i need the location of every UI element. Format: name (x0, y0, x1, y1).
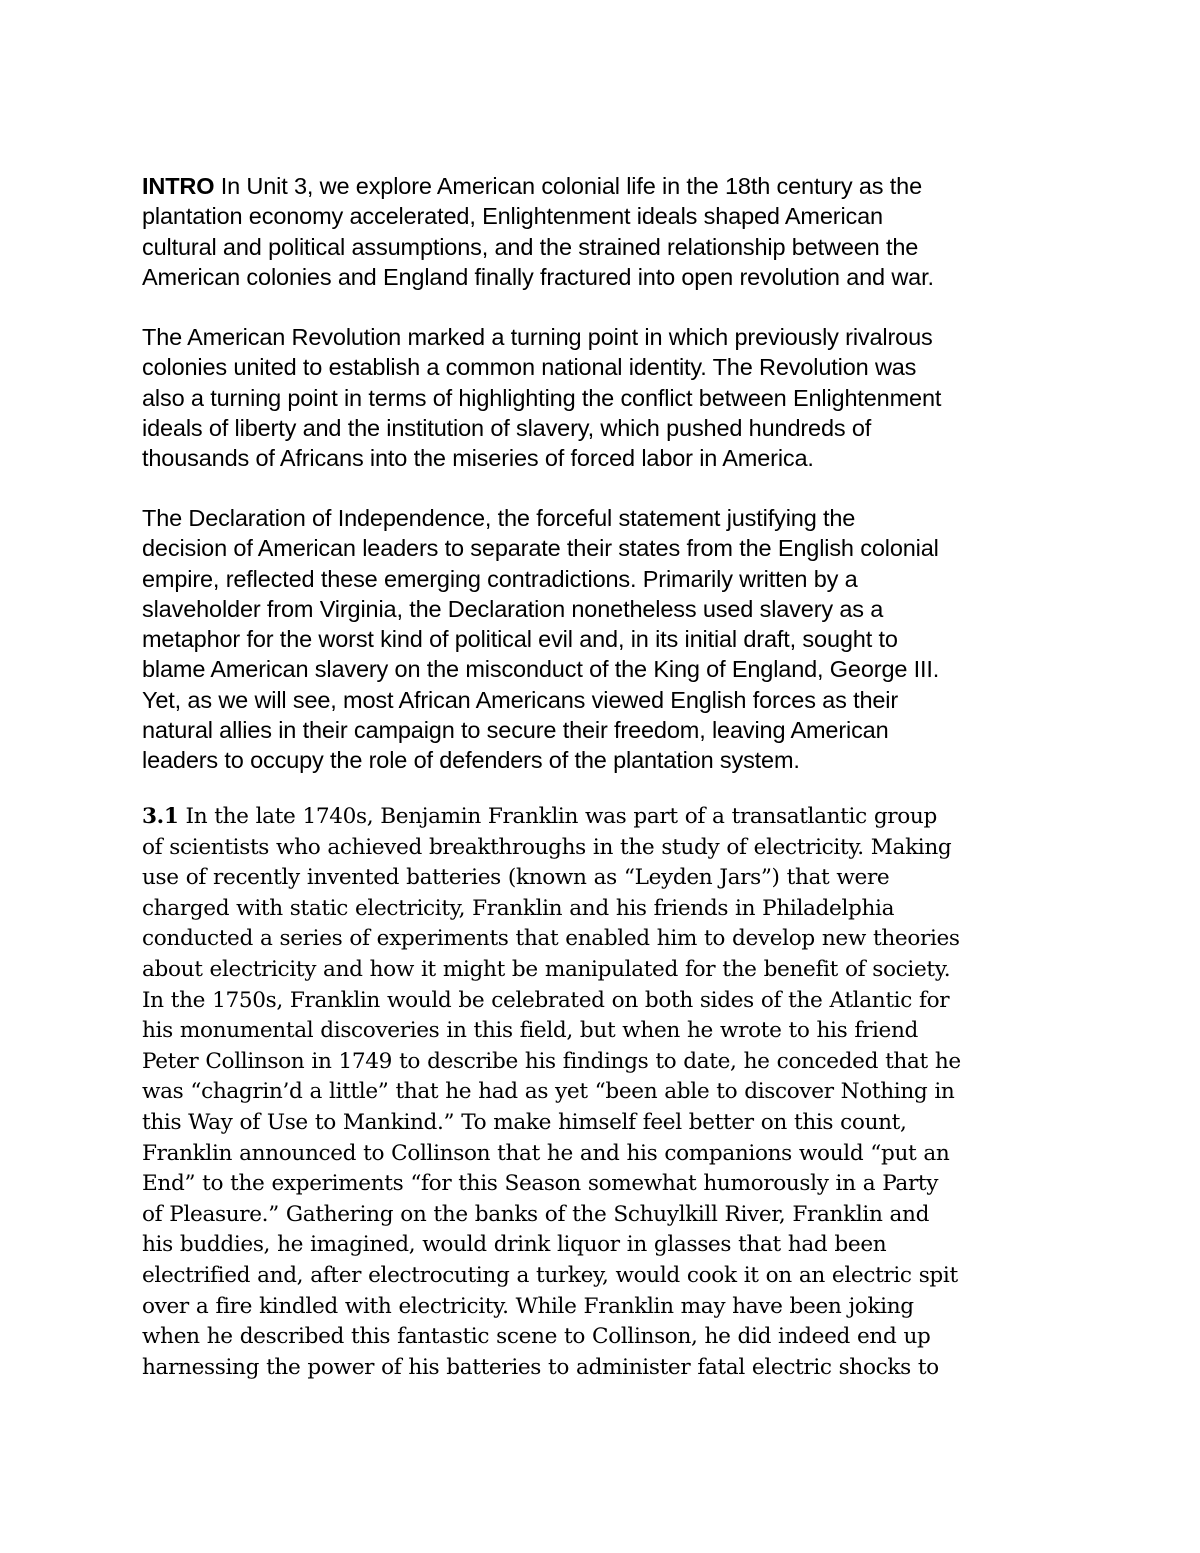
text-line: of scientists who achieved breakthroughs in the study of electricity. Making (142, 834, 952, 860)
text-line: End” to the experiments “for this Season somewhat humorously in a Party (142, 1171, 939, 1197)
text-line: his buddies, he imagined, would drink liquor in glasses that had been (142, 1232, 887, 1258)
text-line: blame American slavery on the misconduct of the King of England, George III. (142, 656, 940, 683)
text-line: conducted a series of experiments that enabled him to develop new theories (142, 926, 960, 952)
text-line: metaphor for the worst kind of political evil and, in its initial draft, sought to (142, 626, 898, 653)
text-line: was “chagrin’d a little” that he had as yet “been able to discover Nothing in (142, 1079, 955, 1105)
text-line: Peter Collinson in 1749 to describe his findings to date, he conceded that he (142, 1048, 961, 1074)
text-line: The Declaration of Independence, the forceful statement justifying the (142, 505, 856, 531)
text-line: Yet, as we will see, most African Americans viewed English forces as their (142, 686, 899, 713)
text-line (142, 802, 1077, 833)
text-line: over a fire kindled with electricity. While Franklin may have been joking (142, 1293, 914, 1319)
text-line: electrified and, after electrocuting a turkey, would cook it on an electric spit (142, 1262, 958, 1288)
text-line: his monumental discoveries in this field, but when he wrote to his friend (142, 1018, 918, 1044)
text-line-content: In Unit 3, we explore American colonial life in the 18th century as the (214, 173, 923, 199)
text-line: American colonies and England finally fractured into open revolution and war. (142, 263, 934, 290)
section-3-1-label: 3.1 (142, 804, 179, 829)
text-line: charged with static electricity, Franklin and his friends in Philadelphia (142, 895, 895, 921)
text-line: The American Revolution marked a turning point in which previously rivalrous (142, 324, 933, 350)
section-3-1-paragraph (142, 802, 1077, 1383)
text-line: harnessing the power of his batteries to administer fatal electric shocks to (142, 1354, 939, 1380)
text-line: empire, reflected these emerging contradictions. Primarily written by a (142, 565, 858, 592)
text-line: colonies united to establish a common national identity. The Revolution was (142, 354, 917, 381)
text-line: Franklin announced to Collinson that he and his companions would “put an (142, 1140, 950, 1166)
text-line: use of recently invented batteries (known as “Leyden Jars”) that were (142, 865, 890, 891)
text-line: ideals of liberty and the institution of slavery, which pushed hundreds of (142, 414, 872, 441)
text-line: of Pleasure.” Gathering on the banks of the Schuylkill River, Franklin and (142, 1201, 930, 1227)
text-line: In the 1750s, Franklin would be celebrated on both sides of the Atlantic for (142, 987, 950, 1013)
text-line: leaders to occupy the role of defenders of the plantation system. (142, 747, 800, 774)
revolution-paragraph (142, 322, 1072, 473)
text-line: natural allies in their campaign to secure their freedom, leaving American (142, 717, 889, 744)
text-line: decision of American leaders to separate their states from the English colonial (142, 535, 939, 562)
text-line: cultural and political assumptions, and the strained relationship between the (142, 233, 919, 260)
intro-paragraph (142, 171, 1072, 292)
text-line-content: In the late 1740s, Benjamin Franklin was part of a transatlantic group (178, 804, 937, 829)
text-line: when he described this fantastic scene to Collinson, he did indeed end up (142, 1324, 931, 1350)
text-line: thousands of Africans into the miseries of forced labor in America. (142, 445, 814, 472)
text-line: also a turning point in terms of highlighting the conflict between Enlightenment (142, 384, 942, 411)
intro-label: INTRO (142, 173, 215, 199)
text-line: plantation economy accelerated, Enlightenment ideals shaped American (142, 203, 883, 230)
text-line: slaveholder from Virginia, the Declaration nonetheless used slavery as a (142, 595, 884, 622)
text-line: about electricity and how it might be manipulated for the benefit of society. (142, 956, 951, 982)
text-line (142, 171, 1072, 201)
declaration-paragraph (142, 503, 1072, 776)
text-line: this Way of Use to Mankind.” To make himself feel better on this count, (142, 1109, 907, 1135)
